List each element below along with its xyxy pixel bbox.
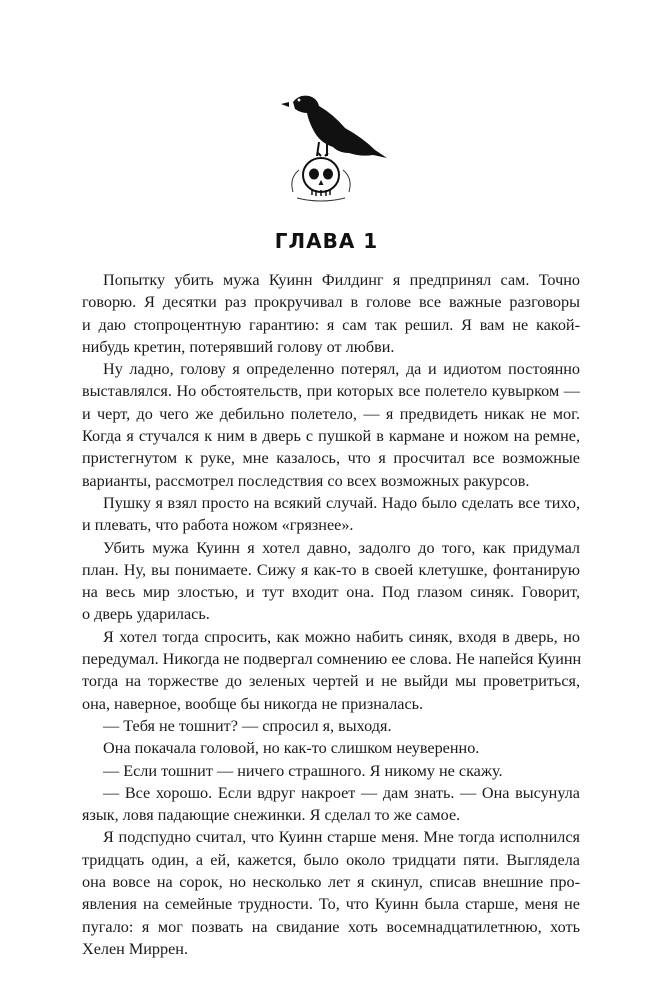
text-line: пристегнутом к руке, мне казалось, что я просчитал все возможные <box>82 449 580 468</box>
text-line: Ну ладно, голову я определенно потерял, да и идиотом постоянно <box>103 360 580 379</box>
text-line: план. Ну, вы понимаете. Сижу я как-то в своей клетушке, фонтанирую <box>82 560 580 579</box>
text-line: и черт, до чего же дебильно полетело, — я предвидеть никак не мог. <box>82 404 580 423</box>
text-line: Она покачала головой, но как-то слишком неуверенно. <box>103 739 480 758</box>
body-text <box>82 269 580 960</box>
paragraph <box>82 269 580 358</box>
paragraph <box>82 715 580 737</box>
text-line: Убить мужа Куинн я хотел давно, задолго до того, как придумал <box>103 538 580 557</box>
text-line: говорю. Я десятки раз прокручивал в голове все важные разговоры <box>82 293 580 312</box>
text-line: — Если тошнит — ничего страшного. Я никому не скажу. <box>103 761 503 780</box>
text-line: язык, ловя падающие снежинки. Я сделал то же самое. <box>82 806 461 825</box>
paragraph <box>82 626 580 715</box>
text-line: — Тебя не тошнит? — спросил я, выходя. <box>103 716 392 735</box>
paragraph <box>82 537 580 626</box>
text-line: варианты, рассмотрел последствия со всех возможных ракурсов. <box>82 471 530 490</box>
text-line: и даю стопроцентную гарантию: я сам так решил. Я вам не какой- <box>82 315 580 334</box>
text-line: Хелен Миррен. <box>82 939 188 958</box>
text-line: на весь мир злостью, и тут входит она. Под глазом синяк. Говорит, <box>82 583 580 602</box>
paragraph <box>82 358 580 492</box>
text-line: тридцать один, а ей, кажется, было около тридцати пяти. Выглядела <box>82 850 580 869</box>
text-line: и плевать, что работа ножом «грязнее». <box>82 516 354 535</box>
chapter-title: ГЛАВА 1 <box>274 229 379 253</box>
text-line: — Все хорошо. Если вдруг накроет — дам знать. — Она высунула <box>103 783 580 802</box>
text-line: передумал. Никогда не подвергал сомнению ее слова. Не напейся Куинн <box>82 650 582 669</box>
text-line: она вовсе на сорок, но несколько лет я скинул, списав внешние про- <box>82 873 580 892</box>
text-line: о дверь ударилась. <box>82 605 210 624</box>
text-line: Попытку убить мужа Куинн Филдинг я предпринял сам. Точно <box>103 271 580 289</box>
paragraph <box>82 826 580 960</box>
text-line: Я хотел тогда спросить, как можно набить синяк, входя в дверь, но <box>103 627 580 646</box>
paragraph <box>82 737 580 759</box>
paragraph <box>82 760 580 782</box>
paragraph <box>82 782 580 827</box>
paragraph <box>82 492 580 537</box>
raven-on-skull-icon <box>275 80 395 205</box>
text-line: выставлялся. Но обстоятельств, при которых все полетело кувырком — <box>82 382 580 401</box>
text-line: пугало: я мог позвать на свидание хоть восемнадцатилетнюю, хоть <box>82 917 580 936</box>
text-line: Я подспудно считал, что Куинн старше меня. Мне тогда исполнился <box>103 828 580 847</box>
text-line: Пушку я взял просто на всякий случай. Надо было сделать все тихо, <box>103 493 580 512</box>
text-line: Когда я стучался к ним в дверь с пушкой в кармане и ножом на ремне, <box>82 427 580 446</box>
text-line: она, наверное, вообще бы никогда не призналась. <box>82 694 424 713</box>
text-line: тогда на торжестве до зеленых чертей и не выйди мы проветриться, <box>82 672 580 691</box>
text-line: нибудь кретин, потерявший голову от любви. <box>82 337 395 356</box>
text-line: явления на семейные трудности. То, что Куинн была старше, меня не <box>82 895 580 914</box>
